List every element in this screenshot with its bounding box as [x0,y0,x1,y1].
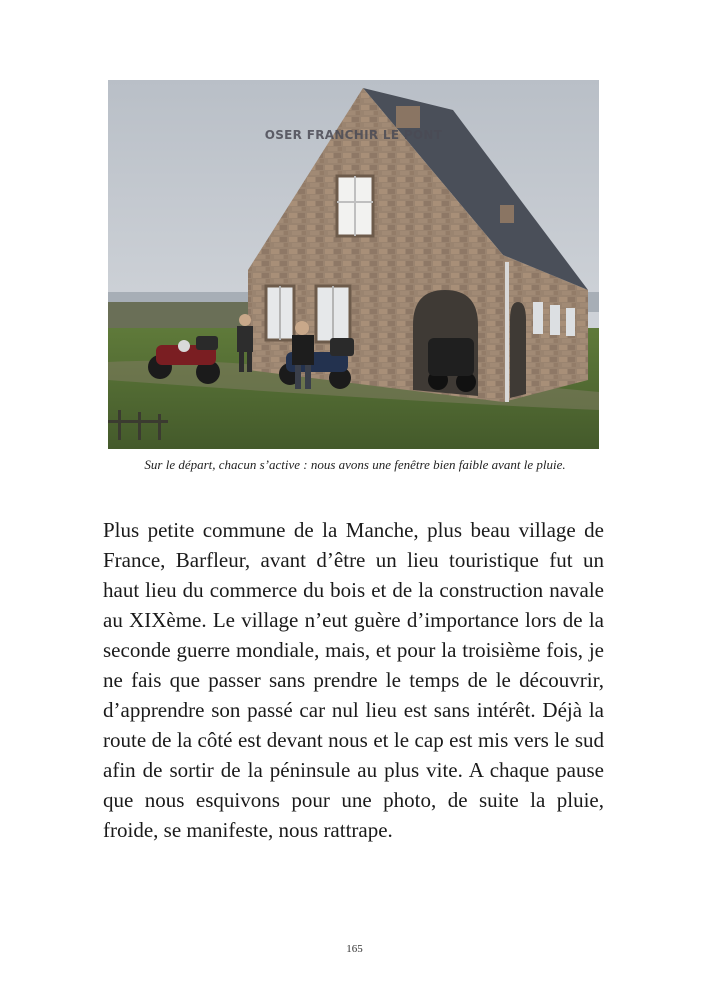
photo-caption: Sur le départ, chacun s’active : nous avons une fenêtre bien faible avant le pluie. [144,457,566,472]
page-number: 165 [346,943,363,955]
photo-watermark: OSER FRANCHIR LE PONT [264,128,443,142]
photo [108,80,599,449]
body-paragraph: Plus petite commune de la Manche, plus beau village de France, Barfleur, avant d’être un lieu touristique fut un haut lieu du commerce du bois et de la construction navale au XIXème. Le village n’eut guère d’importance lors de la seconde guerre mondiale, mais, et pour la troisième fois, je ne fais que passer sans prendre le temps de le découvrir, d’apprendre son passé car nul lieu est sans intérêt. Déjà la route de la côté est devant nous et le cap est mis vers le sud afin de sortir de la péninsule au plus vite. A chaque pause que nous esquivons pour une photo, de suite la pluie, froide, se manifeste, nous rattrape. [103,518,604,842]
